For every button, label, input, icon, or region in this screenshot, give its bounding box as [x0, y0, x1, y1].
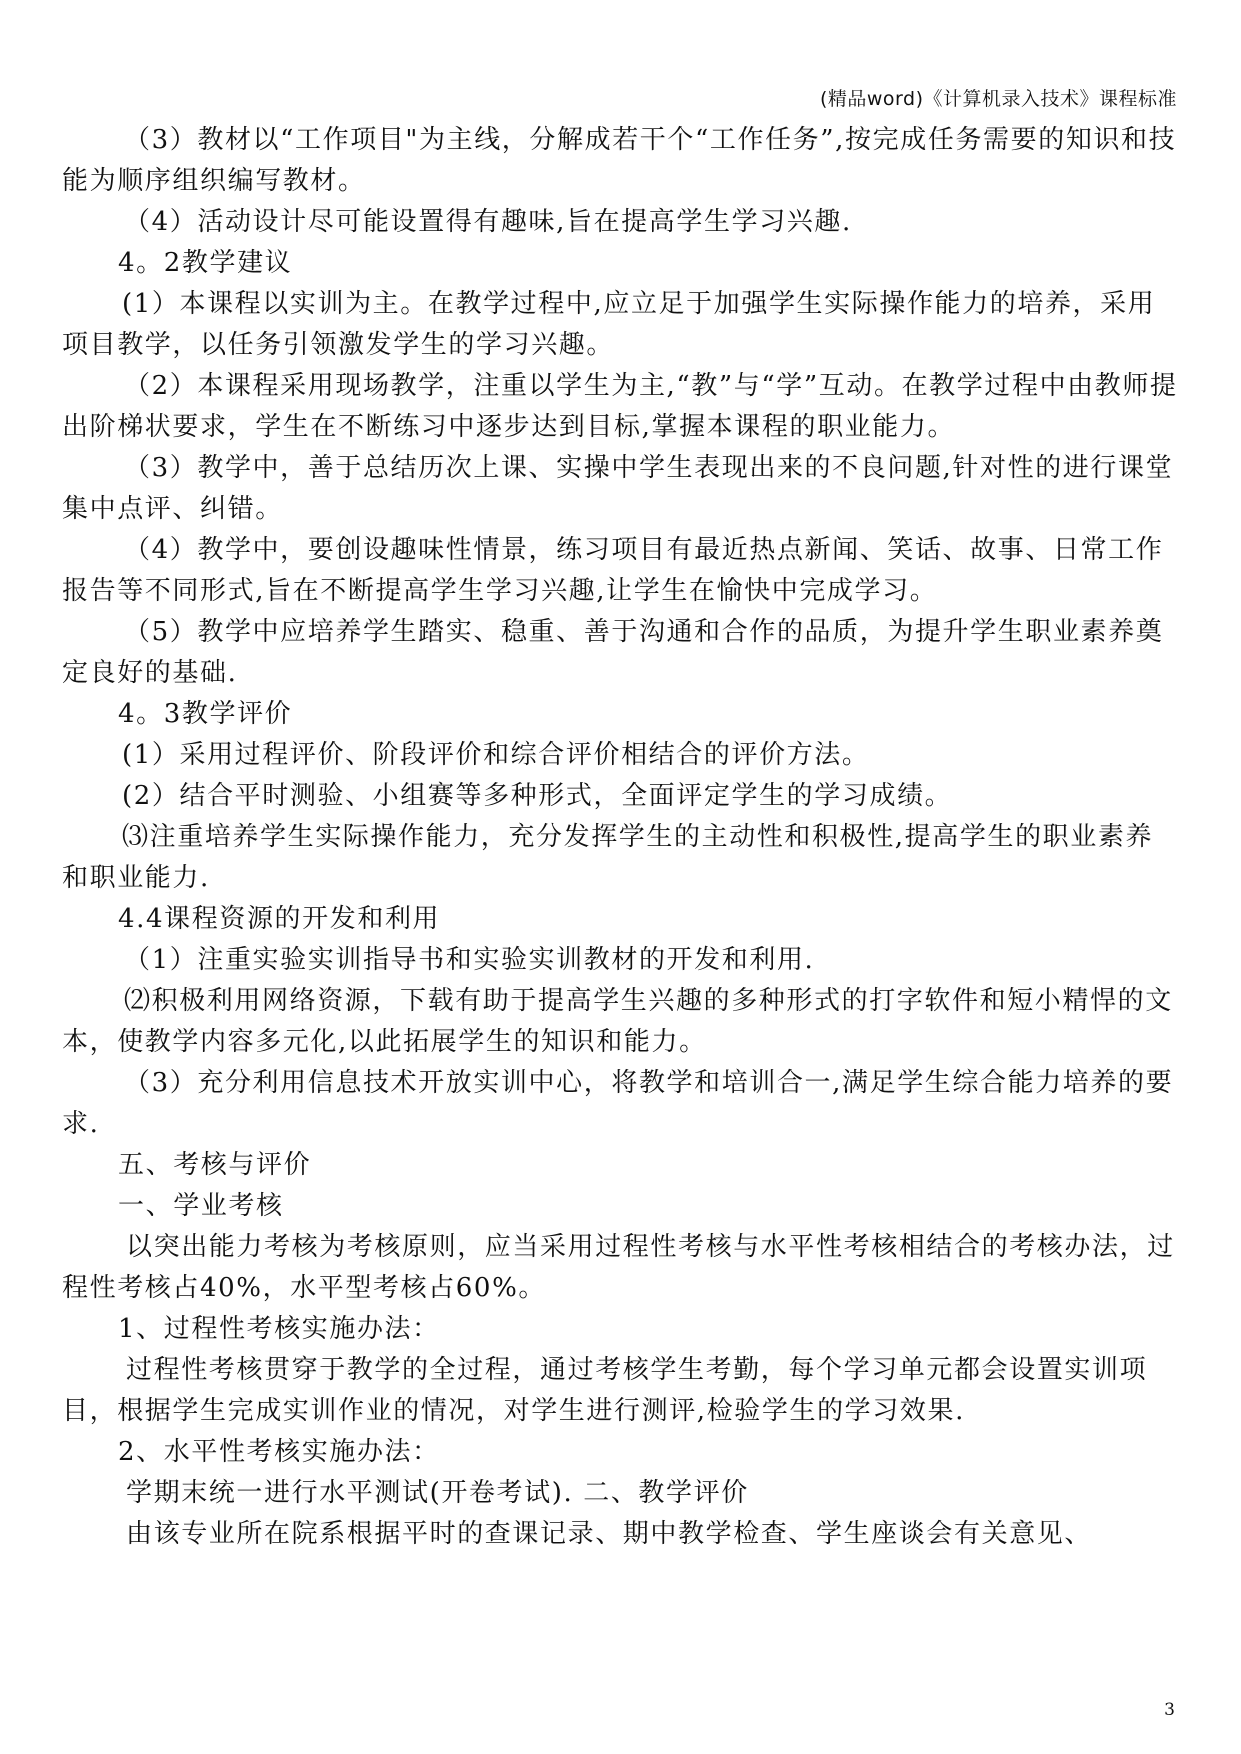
section-heading: 一、学业考核	[118, 1191, 284, 1221]
section-heading: 1、过程性考核实施办法：	[118, 1314, 440, 1344]
paragraph: （2）本课程采用现场教学，注重以学生为主,“教”与“学”互动。在教学过程中由教师提出阶梯状要求，学生在不断练习中逐步达到目标,掌握本课程的职业能力。	[62, 371, 1178, 442]
section-heading: 2、水平性考核实施办法：	[118, 1437, 440, 1467]
paragraph: (2）结合平时测验、小组赛等多种形式，全面评定学生的学习成绩。	[122, 781, 953, 811]
paragraph: ⑵积极利用网络资源，下载有助于提高学生兴趣的多种形式的打字软件和短小精悍的文本，使教学内容多元化,以此拓展学生的知识和能力。	[62, 986, 1173, 1057]
paragraph: 由该专业所在院系根据平时的查课记录、期中教学检查、学生座谈会有关意见、	[126, 1519, 1093, 1549]
page-number: 3	[1164, 1700, 1175, 1720]
paragraph: （3）教材以“工作项目"为主线，分解成若干个“工作任务”,按完成任务需要的知识和技能为顺序组织编写教材。	[62, 125, 1177, 196]
section-heading: 4.4课程资源的开发和利用	[118, 904, 441, 934]
document-body	[62, 120, 1180, 1555]
paragraph: (1）本课程以实训为主。在教学过程中,应立足于加强学生实际操作能力的培养，采用项目教学，以任务引领激发学生的学习兴趣。	[62, 289, 1156, 360]
paragraph: ⑶注重培养学生实际操作能力，充分发挥学生的主动性和积极性,提高学生的职业素养和职业能力.	[62, 822, 1154, 893]
chapter-heading: 五、考核与评价	[118, 1150, 312, 1180]
paragraph: （3）充分利用信息技术开放实训中心，将教学和培训合一,满足学生综合能力培养的要求.	[62, 1068, 1174, 1139]
paragraph: (1）采用过程评价、阶段评价和综合评价相结合的评价方法。	[122, 740, 870, 770]
paragraph: （1）注重实验实训指导书和实验实训教材的开发和利用.	[124, 945, 815, 975]
paragraph: 以突出能力考核为考核原则，应当采用过程性考核与水平性考核相结合的考核办法，过程性考核占40%，水平型考核占60%。	[62, 1232, 1175, 1303]
paragraph: 过程性考核贯穿于教学的全过程，通过考核学生考勤，每个学习单元都会设置实训项目，根据学生完成实训作业的情况，对学生进行测评,检验学生的学习效果.	[62, 1355, 1148, 1426]
page-header: (精品word)《计算机录入技术》课程标准	[819, 88, 1177, 110]
paragraph: （3）教学中，善于总结历次上课、实操中学生表现出来的不良问题,针对性的进行课堂集中点评、纠错。	[62, 453, 1174, 524]
paragraph: （4）活动设计尽可能设置得有趣味,旨在提高学生学习兴趣.	[124, 207, 852, 237]
paragraph: 学期末统一进行水平测试(开卷考试). 二、教学评价	[126, 1478, 749, 1508]
section-heading: 4。3教学评价	[118, 699, 293, 729]
section-heading: 4。2教学建议	[118, 248, 293, 278]
paragraph: （5）教学中应培养学生踏实、稳重、善于沟通和合作的品质，为提升学生职业素养奠定良好的基础.	[62, 617, 1164, 688]
paragraph: （4）教学中，要创设趣味性情景，练习项目有最近热点新闻、笑话、故事、日常工作报告等不同形式,旨在不断提高学生学习兴趣,让学生在愉快中完成学习。	[62, 535, 1164, 606]
